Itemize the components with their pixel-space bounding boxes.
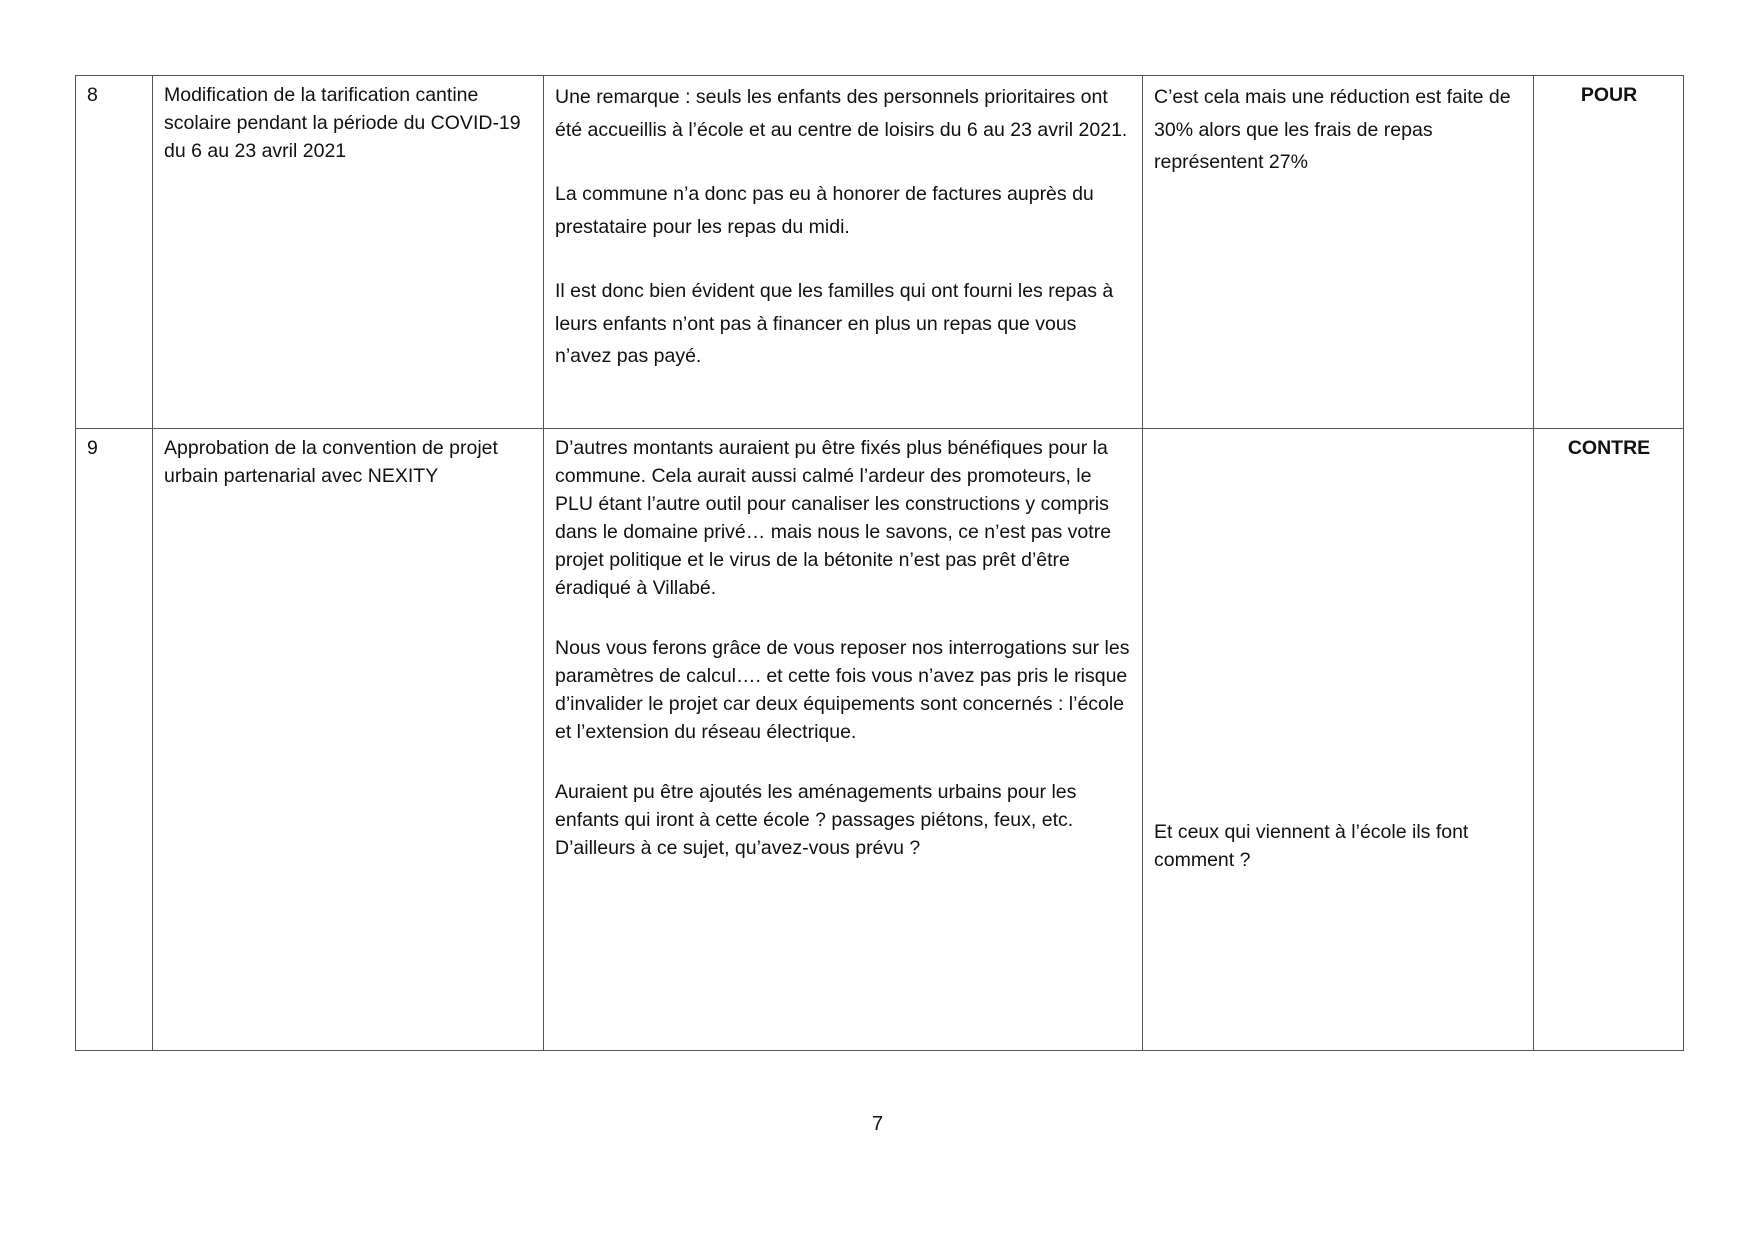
item-number: 8	[76, 76, 153, 429]
page-number: 7	[871, 1113, 884, 1135]
item-title: Approbation de la convention de projet urbain partenarial avec NEXITY	[153, 429, 544, 1051]
remarks-cell	[544, 429, 1143, 1051]
table-row	[76, 76, 1684, 429]
remark-paragraph: Une remarque : seuls les enfants des personnels prioritaires ont été accueillis à l’école et au centre de loisirs du 6 au 23 avril 2021.	[555, 86, 1128, 141]
reply-cell: C’est cela mais une réduction est faite de 30% alors que les frais de repas représentent 27%	[1143, 76, 1534, 429]
vote-cell: CONTRE	[1534, 429, 1684, 1051]
reply-cell	[1143, 429, 1534, 1051]
remark-paragraph: D’autres montants auraient pu être fixés plus bénéfiques pour la commune. Cela aurait aussi calmé l’ardeur des promoteurs, le PLU étant l’autre outil pour canaliser les constructions y compris dans le domaine privé… mais nous le savons, ce n’est pas votre projet politique et le virus de la bétonite n’est pas prêt d’être éradiqué à Villabé.	[555, 437, 1112, 599]
table-row	[76, 429, 1684, 1051]
remark-paragraph: Nous vous ferons grâce de vous reposer nos interrogations sur les paramètres de calcul…. et cette fois vous n’avez pas pris le risque d’invalider le projet car deux équipements sont concernés : l’école et l’extension du réseau électrique.	[555, 637, 1130, 743]
remark-paragraph: La commune n’a donc pas eu à honorer de factures auprès du prestataire pour les repas du midi.	[555, 183, 1094, 238]
deliberations-table	[75, 75, 1684, 1051]
vote-cell: POUR	[1534, 76, 1684, 429]
item-number: 9	[76, 429, 153, 1051]
reply-spacer	[1154, 434, 1523, 818]
item-title: Modification de la tarification cantine scolaire pendant la période du COVID-19 du 6 au 23 avril 2021	[153, 76, 544, 429]
remark-paragraph: Auraient pu être ajoutés les aménagements urbains pour les enfants qui iront à cette école ? passages piétons, feux, etc. D’ailleurs à ce sujet, qu’avez-vous prévu ?	[555, 781, 1077, 859]
reply-text: Et ceux qui viennent à l’école ils font comment ?	[1154, 821, 1469, 871]
remark-paragraph: Il est donc bien évident que les familles qui ont fourni les repas à leurs enfants n’ont pas à financer en plus un repas que vous n’avez pas payé.	[555, 280, 1114, 367]
remarks-cell	[544, 76, 1143, 429]
